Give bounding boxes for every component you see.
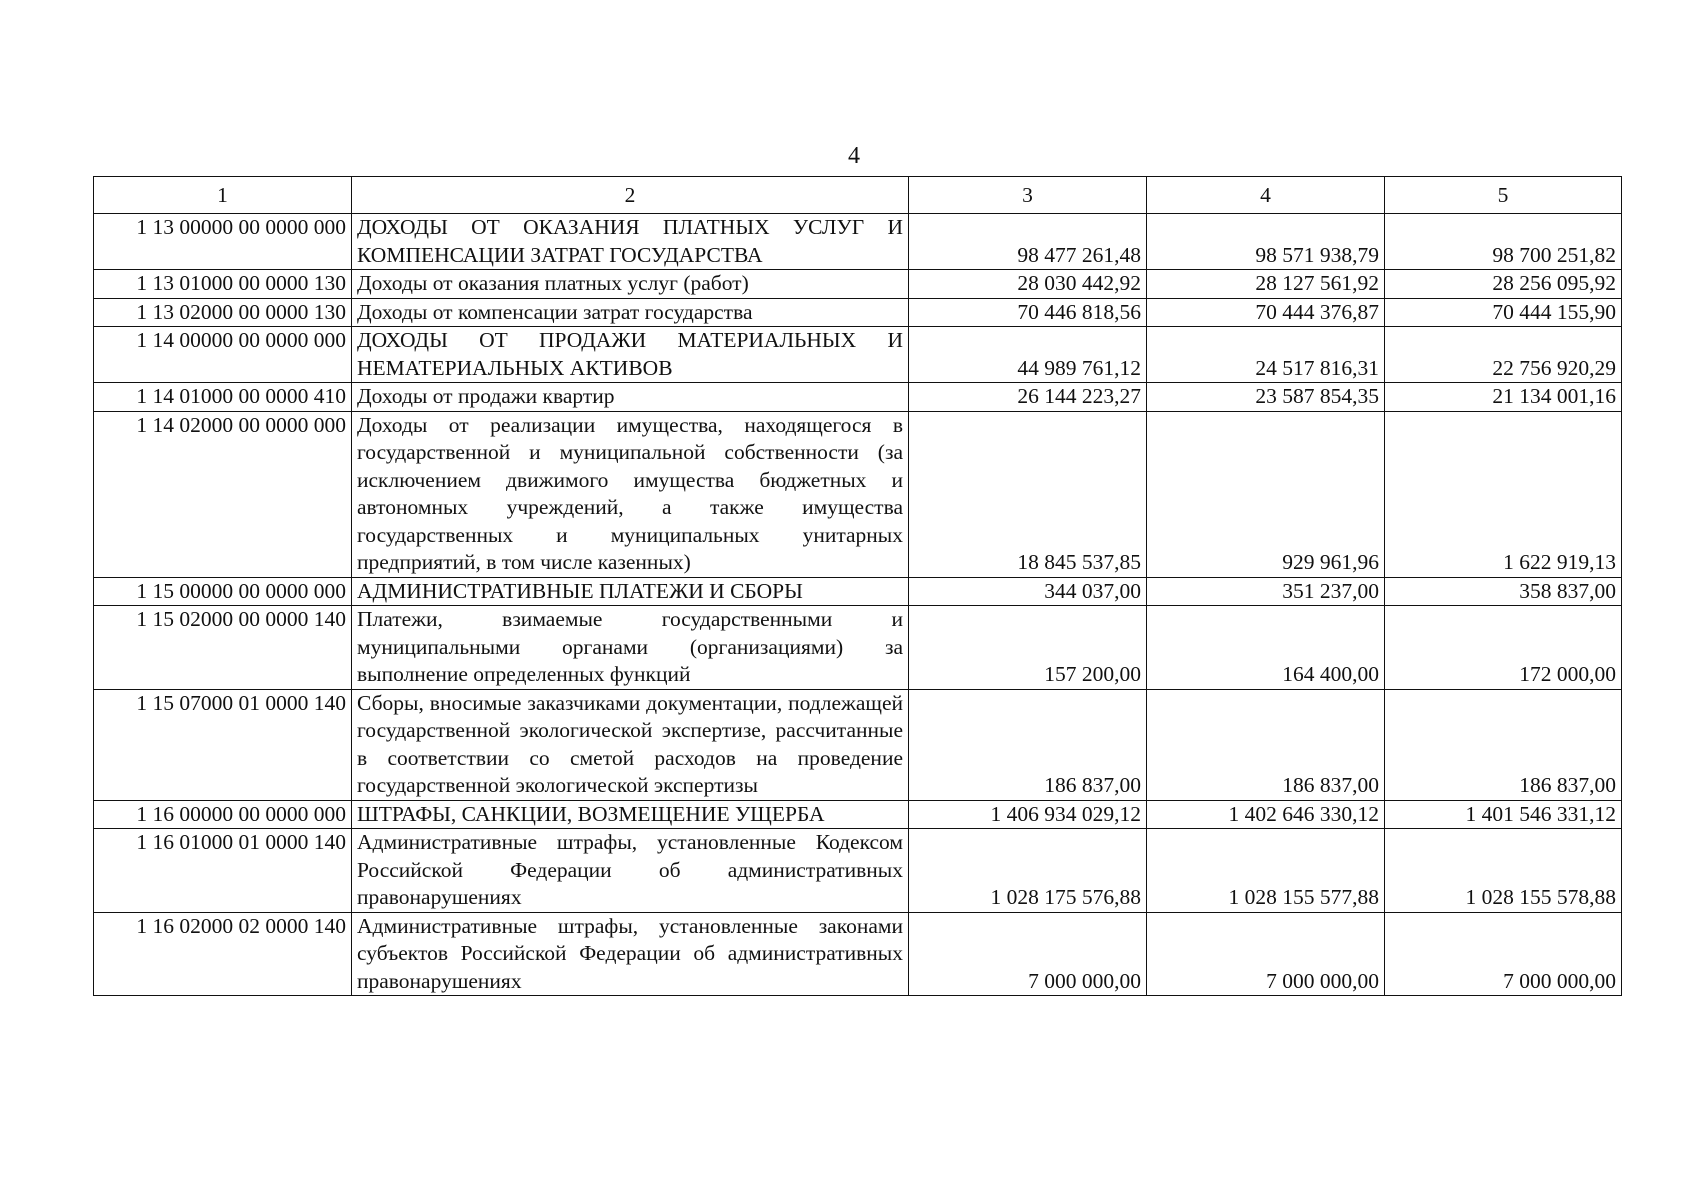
amount-col-4: 164 400,00 <box>1147 606 1385 690</box>
classification-code: 1 13 02000 00 0000 130 <box>94 298 352 327</box>
amount-col-3: 1 406 934 029,12 <box>909 800 1147 829</box>
amount-col-5: 70 444 155,90 <box>1385 298 1622 327</box>
amount-col-4: 929 961,96 <box>1147 411 1385 577</box>
column-header-5: 5 <box>1385 177 1622 214</box>
table-row <box>94 383 1622 412</box>
column-header-4: 4 <box>1147 177 1385 214</box>
classification-code: 1 16 01000 01 0000 140 <box>94 829 352 913</box>
table-row <box>94 298 1622 327</box>
table-row <box>94 327 1622 383</box>
revenue-name: ДОХОДЫ ОТ ПРОДАЖИ МАТЕРИАЛЬНЫХ И НЕМАТЕРИАЛЬНЫХ АКТИВОВ <box>352 327 909 383</box>
revenue-name: Доходы от компенсации затрат государства <box>352 298 909 327</box>
column-header-2: 2 <box>352 177 909 214</box>
classification-code: 1 13 01000 00 0000 130 <box>94 270 352 299</box>
amount-col-3: 98 477 261,48 <box>909 214 1147 270</box>
revenue-name: Административные штрафы, установленные Кодексом Российской Федерации об административных правонарушениях <box>352 829 909 913</box>
amount-col-5: 7 000 000,00 <box>1385 912 1622 996</box>
amount-col-4: 351 237,00 <box>1147 577 1385 606</box>
revenue-name: Доходы от реализации имущества, находящегося в государственной и муниципальной собственности (за исключением движимого имущества бюджетных и автономных учреждений, а также имущества государственных и муниципальных унитарных предприятий, в том числе казенных) <box>352 411 909 577</box>
amount-col-5: 186 837,00 <box>1385 689 1622 800</box>
table-row <box>94 270 1622 299</box>
amount-col-3: 44 989 761,12 <box>909 327 1147 383</box>
revenue-name: АДМИНИСТРАТИВНЫЕ ПЛАТЕЖИ И СБОРЫ <box>352 577 909 606</box>
amount-col-5: 28 256 095,92 <box>1385 270 1622 299</box>
amount-col-4: 23 587 854,35 <box>1147 383 1385 412</box>
amount-col-5: 21 134 001,16 <box>1385 383 1622 412</box>
classification-code: 1 13 00000 00 0000 000 <box>94 214 352 270</box>
column-header-3: 3 <box>909 177 1147 214</box>
table-row <box>94 800 1622 829</box>
amount-col-4: 186 837,00 <box>1147 689 1385 800</box>
amount-col-5: 1 401 546 331,12 <box>1385 800 1622 829</box>
amount-col-4: 7 000 000,00 <box>1147 912 1385 996</box>
amount-col-5: 1 622 919,13 <box>1385 411 1622 577</box>
classification-code: 1 16 00000 00 0000 000 <box>94 800 352 829</box>
revenue-name: Доходы от продажи квартир <box>352 383 909 412</box>
classification-code: 1 15 02000 00 0000 140 <box>94 606 352 690</box>
amount-col-3: 28 030 442,92 <box>909 270 1147 299</box>
classification-code: 1 14 01000 00 0000 410 <box>94 383 352 412</box>
revenue-name: ШТРАФЫ, САНКЦИИ, ВОЗМЕЩЕНИЕ УЩЕРБА <box>352 800 909 829</box>
amount-col-3: 7 000 000,00 <box>909 912 1147 996</box>
amount-col-3: 18 845 537,85 <box>909 411 1147 577</box>
table-row <box>94 577 1622 606</box>
amount-col-4: 1 402 646 330,12 <box>1147 800 1385 829</box>
revenue-name: ДОХОДЫ ОТ ОКАЗАНИЯ ПЛАТНЫХ УСЛУГ И КОМПЕНСАЦИИ ЗАТРАТ ГОСУДАРСТВА <box>352 214 909 270</box>
amount-col-4: 70 444 376,87 <box>1147 298 1385 327</box>
table-row <box>94 829 1622 913</box>
table-row <box>94 606 1622 690</box>
classification-code: 1 14 00000 00 0000 000 <box>94 327 352 383</box>
table-row <box>94 411 1622 577</box>
amount-col-3: 344 037,00 <box>909 577 1147 606</box>
amount-col-3: 1 028 175 576,88 <box>909 829 1147 913</box>
classification-code: 1 16 02000 02 0000 140 <box>94 912 352 996</box>
amount-col-5: 358 837,00 <box>1385 577 1622 606</box>
classification-code: 1 15 07000 01 0000 140 <box>94 689 352 800</box>
amount-col-5: 98 700 251,82 <box>1385 214 1622 270</box>
amount-col-4: 28 127 561,92 <box>1147 270 1385 299</box>
page-number: 4 <box>848 143 860 169</box>
revenue-name: Административные штрафы, установленные законами субъектов Российской Федерации об административных правонарушениях <box>352 912 909 996</box>
amount-col-3: 70 446 818,56 <box>909 298 1147 327</box>
table-row <box>94 689 1622 800</box>
budget-revenue-table <box>93 176 1622 996</box>
revenue-name: Доходы от оказания платных услуг (работ) <box>352 270 909 299</box>
amount-col-5: 22 756 920,29 <box>1385 327 1622 383</box>
amount-col-3: 157 200,00 <box>909 606 1147 690</box>
amount-col-4: 24 517 816,31 <box>1147 327 1385 383</box>
amount-col-3: 26 144 223,27 <box>909 383 1147 412</box>
column-number-row <box>94 177 1622 214</box>
amount-col-3: 186 837,00 <box>909 689 1147 800</box>
amount-col-5: 1 028 155 578,88 <box>1385 829 1622 913</box>
table-row <box>94 912 1622 996</box>
classification-code: 1 15 00000 00 0000 000 <box>94 577 352 606</box>
revenue-name: Сборы, вносимые заказчиками документации, подлежащей государственной экологической экспертизе, рассчитанные в соответствии со сметой расходов на проведение государственной экологической экспертизы <box>352 689 909 800</box>
table-row <box>94 214 1622 270</box>
amount-col-4: 1 028 155 577,88 <box>1147 829 1385 913</box>
amount-col-5: 172 000,00 <box>1385 606 1622 690</box>
column-header-1: 1 <box>94 177 352 214</box>
revenue-name: Платежи, взимаемые государственными и муниципальными органами (организациями) за выполнение определенных функций <box>352 606 909 690</box>
amount-col-4: 98 571 938,79 <box>1147 214 1385 270</box>
classification-code: 1 14 02000 00 0000 000 <box>94 411 352 577</box>
